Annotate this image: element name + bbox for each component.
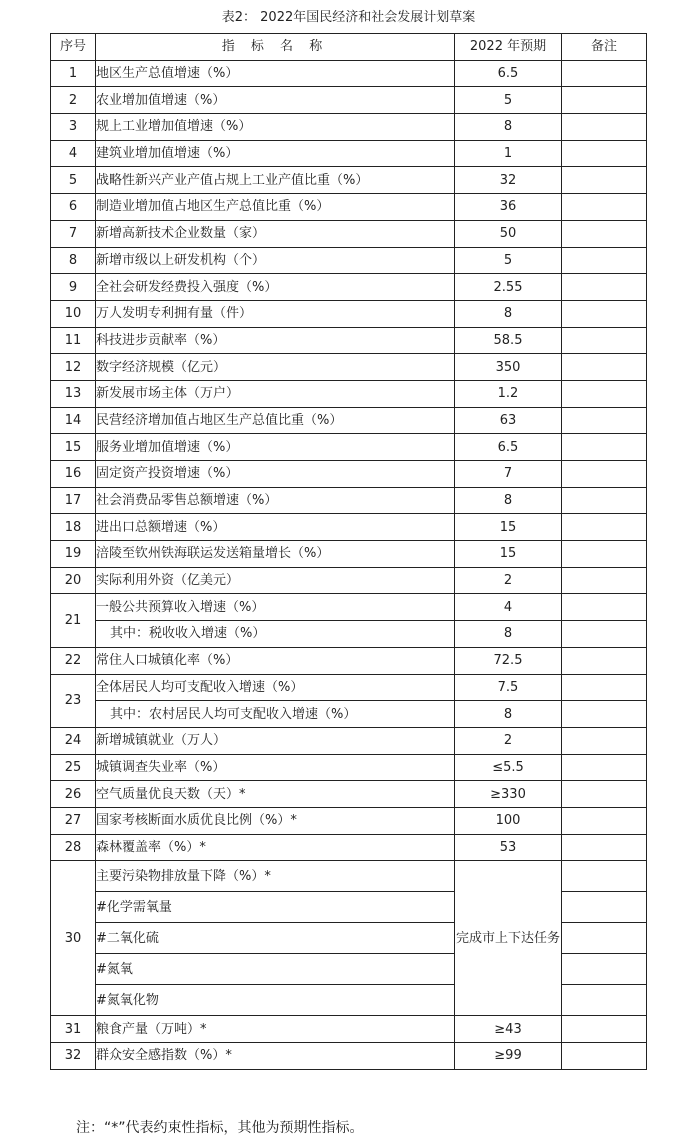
row-no: 11 <box>51 327 96 354</box>
row-note <box>562 781 647 808</box>
row-value: 2 <box>455 727 562 754</box>
table-row <box>51 754 647 781</box>
table-row <box>51 194 647 221</box>
table-row <box>51 647 647 674</box>
table-row <box>51 834 647 861</box>
table-row <box>51 327 647 354</box>
table-row <box>51 567 647 594</box>
row-no: 10 <box>51 300 96 327</box>
row-value: ≥99 <box>455 1043 562 1070</box>
row-name: 森林覆盖率（%）* <box>96 834 455 861</box>
row-name: 新增城镇就业（万人） <box>96 727 455 754</box>
row-no: 13 <box>51 380 96 407</box>
row-value: 63 <box>455 407 562 434</box>
table-row <box>51 514 647 541</box>
row-name: 新增市级以上研发机构（个） <box>96 247 455 274</box>
row-note <box>562 327 647 354</box>
row-name: 国家考核断面水质优良比例（%）* <box>96 807 455 834</box>
row-note <box>562 461 647 488</box>
row-name: #二氧化硫 <box>96 923 455 954</box>
row-value: 58.5 <box>455 327 562 354</box>
table-row <box>51 487 647 514</box>
row-value: 4 <box>455 594 562 621</box>
table-row <box>51 861 647 892</box>
table-row <box>51 60 647 87</box>
table-row <box>51 541 647 568</box>
row-note <box>562 594 647 621</box>
row-value: 8 <box>455 300 562 327</box>
header-name: 指 标 名 称 <box>96 34 455 61</box>
table-caption: 表2： 2022年国民经济和社会发展计划草案 <box>221 10 476 25</box>
row-note <box>562 407 647 434</box>
table-row <box>51 1016 647 1043</box>
table-header-row <box>51 34 647 61</box>
row-value: 350 <box>455 354 562 381</box>
row-value: 7.5 <box>455 674 562 701</box>
row-name: 建筑业增加值增速（%） <box>96 140 455 167</box>
row-name: 一般公共预算收入增速（%） <box>96 594 455 621</box>
table-row <box>51 114 647 141</box>
row-no: 28 <box>51 834 96 861</box>
plan-table <box>50 33 647 1070</box>
row-no: 1 <box>51 60 96 87</box>
table-row <box>51 674 647 701</box>
row-value: 8 <box>455 114 562 141</box>
row-note <box>562 892 647 923</box>
row-note <box>562 274 647 301</box>
row-value: 8 <box>455 701 562 728</box>
row-note <box>562 674 647 701</box>
row-name: 粮食产量（万吨）* <box>96 1016 455 1043</box>
row-note <box>562 487 647 514</box>
row-no: 12 <box>51 354 96 381</box>
row-value: 1.2 <box>455 380 562 407</box>
row-note <box>562 621 647 648</box>
table-row <box>51 434 647 461</box>
row-note <box>562 647 647 674</box>
row-value: 36 <box>455 194 562 221</box>
row-note <box>562 754 647 781</box>
table-row <box>51 461 647 488</box>
row-value: 完成市上下达任务 <box>455 861 562 1016</box>
row-name: 科技进步贡献率（%） <box>96 327 455 354</box>
row-name: 规上工业增加值增速（%） <box>96 114 455 141</box>
table-row <box>51 807 647 834</box>
row-note <box>562 985 647 1016</box>
table-row <box>51 87 647 114</box>
header-note: 备注 <box>562 34 647 61</box>
table-row <box>51 781 647 808</box>
row-note <box>562 380 647 407</box>
header-target: 2022 年预期 <box>455 34 562 61</box>
row-no: 19 <box>51 541 96 568</box>
row-name: 农业增加值增速（%） <box>96 87 455 114</box>
row-no: 3 <box>51 114 96 141</box>
header-no: 序号 <box>51 34 96 61</box>
row-name: 进出口总额增速（%） <box>96 514 455 541</box>
row-name: 新增高新技术企业数量（家） <box>96 220 455 247</box>
row-name: 其中：农村居民人均可支配收入增速（%） <box>96 701 455 728</box>
row-note <box>562 1016 647 1043</box>
row-name: 主要污染物排放量下降（%）* <box>96 861 455 892</box>
row-note <box>562 114 647 141</box>
row-name: 常住人口城镇化率（%） <box>96 647 455 674</box>
table-row <box>51 380 647 407</box>
row-name: #氮氧 <box>96 954 455 985</box>
row-value: ≥43 <box>455 1016 562 1043</box>
row-note <box>562 514 647 541</box>
row-name: 实际利用外资（亿美元） <box>96 567 455 594</box>
row-value: 100 <box>455 807 562 834</box>
table-row <box>51 140 647 167</box>
row-value: ≤5.5 <box>455 754 562 781</box>
table-row <box>51 300 647 327</box>
row-no: 18 <box>51 514 96 541</box>
row-note <box>562 1043 647 1070</box>
table-row <box>51 354 647 381</box>
row-value: 2 <box>455 567 562 594</box>
row-value: 8 <box>455 487 562 514</box>
row-value: 15 <box>455 514 562 541</box>
row-note <box>562 167 647 194</box>
row-name: 服务业增加值增速（%） <box>96 434 455 461</box>
row-no: 9 <box>51 274 96 301</box>
row-no: 6 <box>51 194 96 221</box>
row-name: 民营经济增加值占地区生产总值比重（%） <box>96 407 455 434</box>
row-name: 城镇调查失业率（%） <box>96 754 455 781</box>
row-name: 万人发明专利拥有量（件） <box>96 300 455 327</box>
row-no: 26 <box>51 781 96 808</box>
row-note <box>562 140 647 167</box>
row-value: 15 <box>455 541 562 568</box>
row-value: 50 <box>455 220 562 247</box>
row-note <box>562 354 647 381</box>
table-row <box>51 594 647 621</box>
row-note <box>562 220 647 247</box>
row-value: 6.5 <box>455 60 562 87</box>
row-note <box>562 194 647 221</box>
row-name: 空气质量优良天数（天）* <box>96 781 455 808</box>
row-note <box>562 727 647 754</box>
row-name: 全体居民人均可支配收入增速（%） <box>96 674 455 701</box>
row-name: 制造业增加值占地区生产总值比重（%） <box>96 194 455 221</box>
row-note <box>562 87 647 114</box>
row-note <box>562 834 647 861</box>
row-value: 8 <box>455 621 562 648</box>
table-row <box>51 167 647 194</box>
table-row <box>51 727 647 754</box>
row-note <box>562 434 647 461</box>
row-name: 涪陵至钦州铁海联运发送箱量增长（%） <box>96 541 455 568</box>
row-no: 22 <box>51 647 96 674</box>
row-name: 群众安全感指数（%）* <box>96 1043 455 1070</box>
row-note <box>562 541 647 568</box>
row-name: 其中：税收收入增速（%） <box>96 621 455 648</box>
row-name: 数字经济规模（亿元） <box>96 354 455 381</box>
row-note <box>562 807 647 834</box>
table-row <box>51 274 647 301</box>
row-value: ≥330 <box>455 781 562 808</box>
table-row <box>51 407 647 434</box>
row-no: 14 <box>51 407 96 434</box>
table-row <box>51 701 647 728</box>
row-value: 72.5 <box>455 647 562 674</box>
row-value: 7 <box>455 461 562 488</box>
row-value: 5 <box>455 87 562 114</box>
row-note <box>562 954 647 985</box>
row-no: 30 <box>51 861 96 1016</box>
row-name: 固定资产投资增速（%） <box>96 461 455 488</box>
row-no: 21 <box>51 594 96 647</box>
row-no: 2 <box>51 87 96 114</box>
row-note <box>562 247 647 274</box>
row-name: 地区生产总值增速（%） <box>96 60 455 87</box>
row-no: 15 <box>51 434 96 461</box>
row-note <box>562 567 647 594</box>
row-no: 31 <box>51 1016 96 1043</box>
row-note <box>562 60 647 87</box>
row-value: 2.55 <box>455 274 562 301</box>
row-note <box>562 701 647 728</box>
row-value: 6.5 <box>455 434 562 461</box>
row-no: 5 <box>51 167 96 194</box>
row-name: #氮氧化物 <box>96 985 455 1016</box>
row-value: 1 <box>455 140 562 167</box>
row-value: 5 <box>455 247 562 274</box>
row-name: 新发展市场主体（万户） <box>96 380 455 407</box>
table-row <box>51 220 647 247</box>
row-no: 16 <box>51 461 96 488</box>
row-no: 4 <box>51 140 96 167</box>
row-no: 25 <box>51 754 96 781</box>
row-name: 社会消费品零售总额增速（%） <box>96 487 455 514</box>
row-note <box>562 923 647 954</box>
row-no: 7 <box>51 220 96 247</box>
row-value: 53 <box>455 834 562 861</box>
row-no: 17 <box>51 487 96 514</box>
row-name: 战略性新兴产业产值占规上工业产值比重（%） <box>96 167 455 194</box>
row-no: 20 <box>51 567 96 594</box>
row-no: 32 <box>51 1043 96 1070</box>
row-note <box>562 861 647 892</box>
row-value: 32 <box>455 167 562 194</box>
row-no: 27 <box>51 807 96 834</box>
row-no: 23 <box>51 674 96 727</box>
row-name: 全社会研发经费投入强度（%） <box>96 274 455 301</box>
footnote: 注：“*”代表约束性指标，其他为预期性指标。 <box>76 1120 364 1136</box>
row-note <box>562 300 647 327</box>
row-no: 8 <box>51 247 96 274</box>
table-row <box>51 621 647 648</box>
table-row <box>51 247 647 274</box>
row-no: 24 <box>51 727 96 754</box>
table-row <box>51 1043 647 1070</box>
row-name: #化学需氧量 <box>96 892 455 923</box>
